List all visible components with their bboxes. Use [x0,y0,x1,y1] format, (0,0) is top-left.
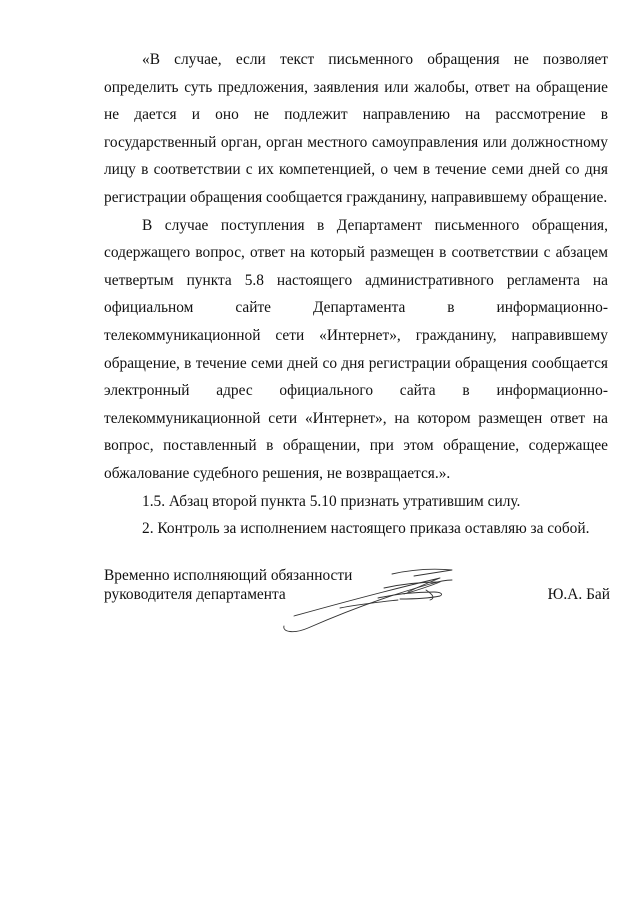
signatory-name: Ю.А. Бай [547,586,610,603]
paragraph-item-2: 2. Контроль за исполнением настоящего приказа оставляю за собой. [142,520,590,538]
document-body [104,46,608,543]
signatory-title-line1: Временно исполняющий обязанности [104,567,353,584]
signature-block [104,566,610,636]
handwritten-signature-icon [280,568,460,634]
paragraph-item-1-5: 1.5. Абзац второй пункта 5.10 признать утратившим силу. [142,492,521,510]
paragraph-quoted-clause: «В случае, если текст письменного обращения не позволяет определить суть предложения, заявления или жалобы, ответ на обращение не дается и оно не подлежит направлению на рассмотрение в государственный орган, орган местного самоуправления или должностному лицу в соответствии с их компетенцией, о чем в течение семи дней со дня регистрации обращения сообщается гражданину, направившему обращение. [104,51,608,206]
paragraph-internet-clause: В случае поступления в Департамент письменного обращения, содержащего вопрос, ответ на который размещен в соответствии с абзацем четвертым пункта 5.8 настоящего административного регламента на официальном сайте Департамента в информационно-телекоммуникационной сети «Интернет», гражданину, направившему обращение, в течение семи дней со дня регистрации обращения сообщается электронный адрес официального сайта в информационно-телекоммуникационной сети «Интернет», на котором размещен ответ на вопрос, поставленный в обращении, при этом обращение, содержащее обжалование судебного решения, не возвращается.». [104,216,608,482]
signatory-title-line2: руководителя департамента [104,586,286,603]
